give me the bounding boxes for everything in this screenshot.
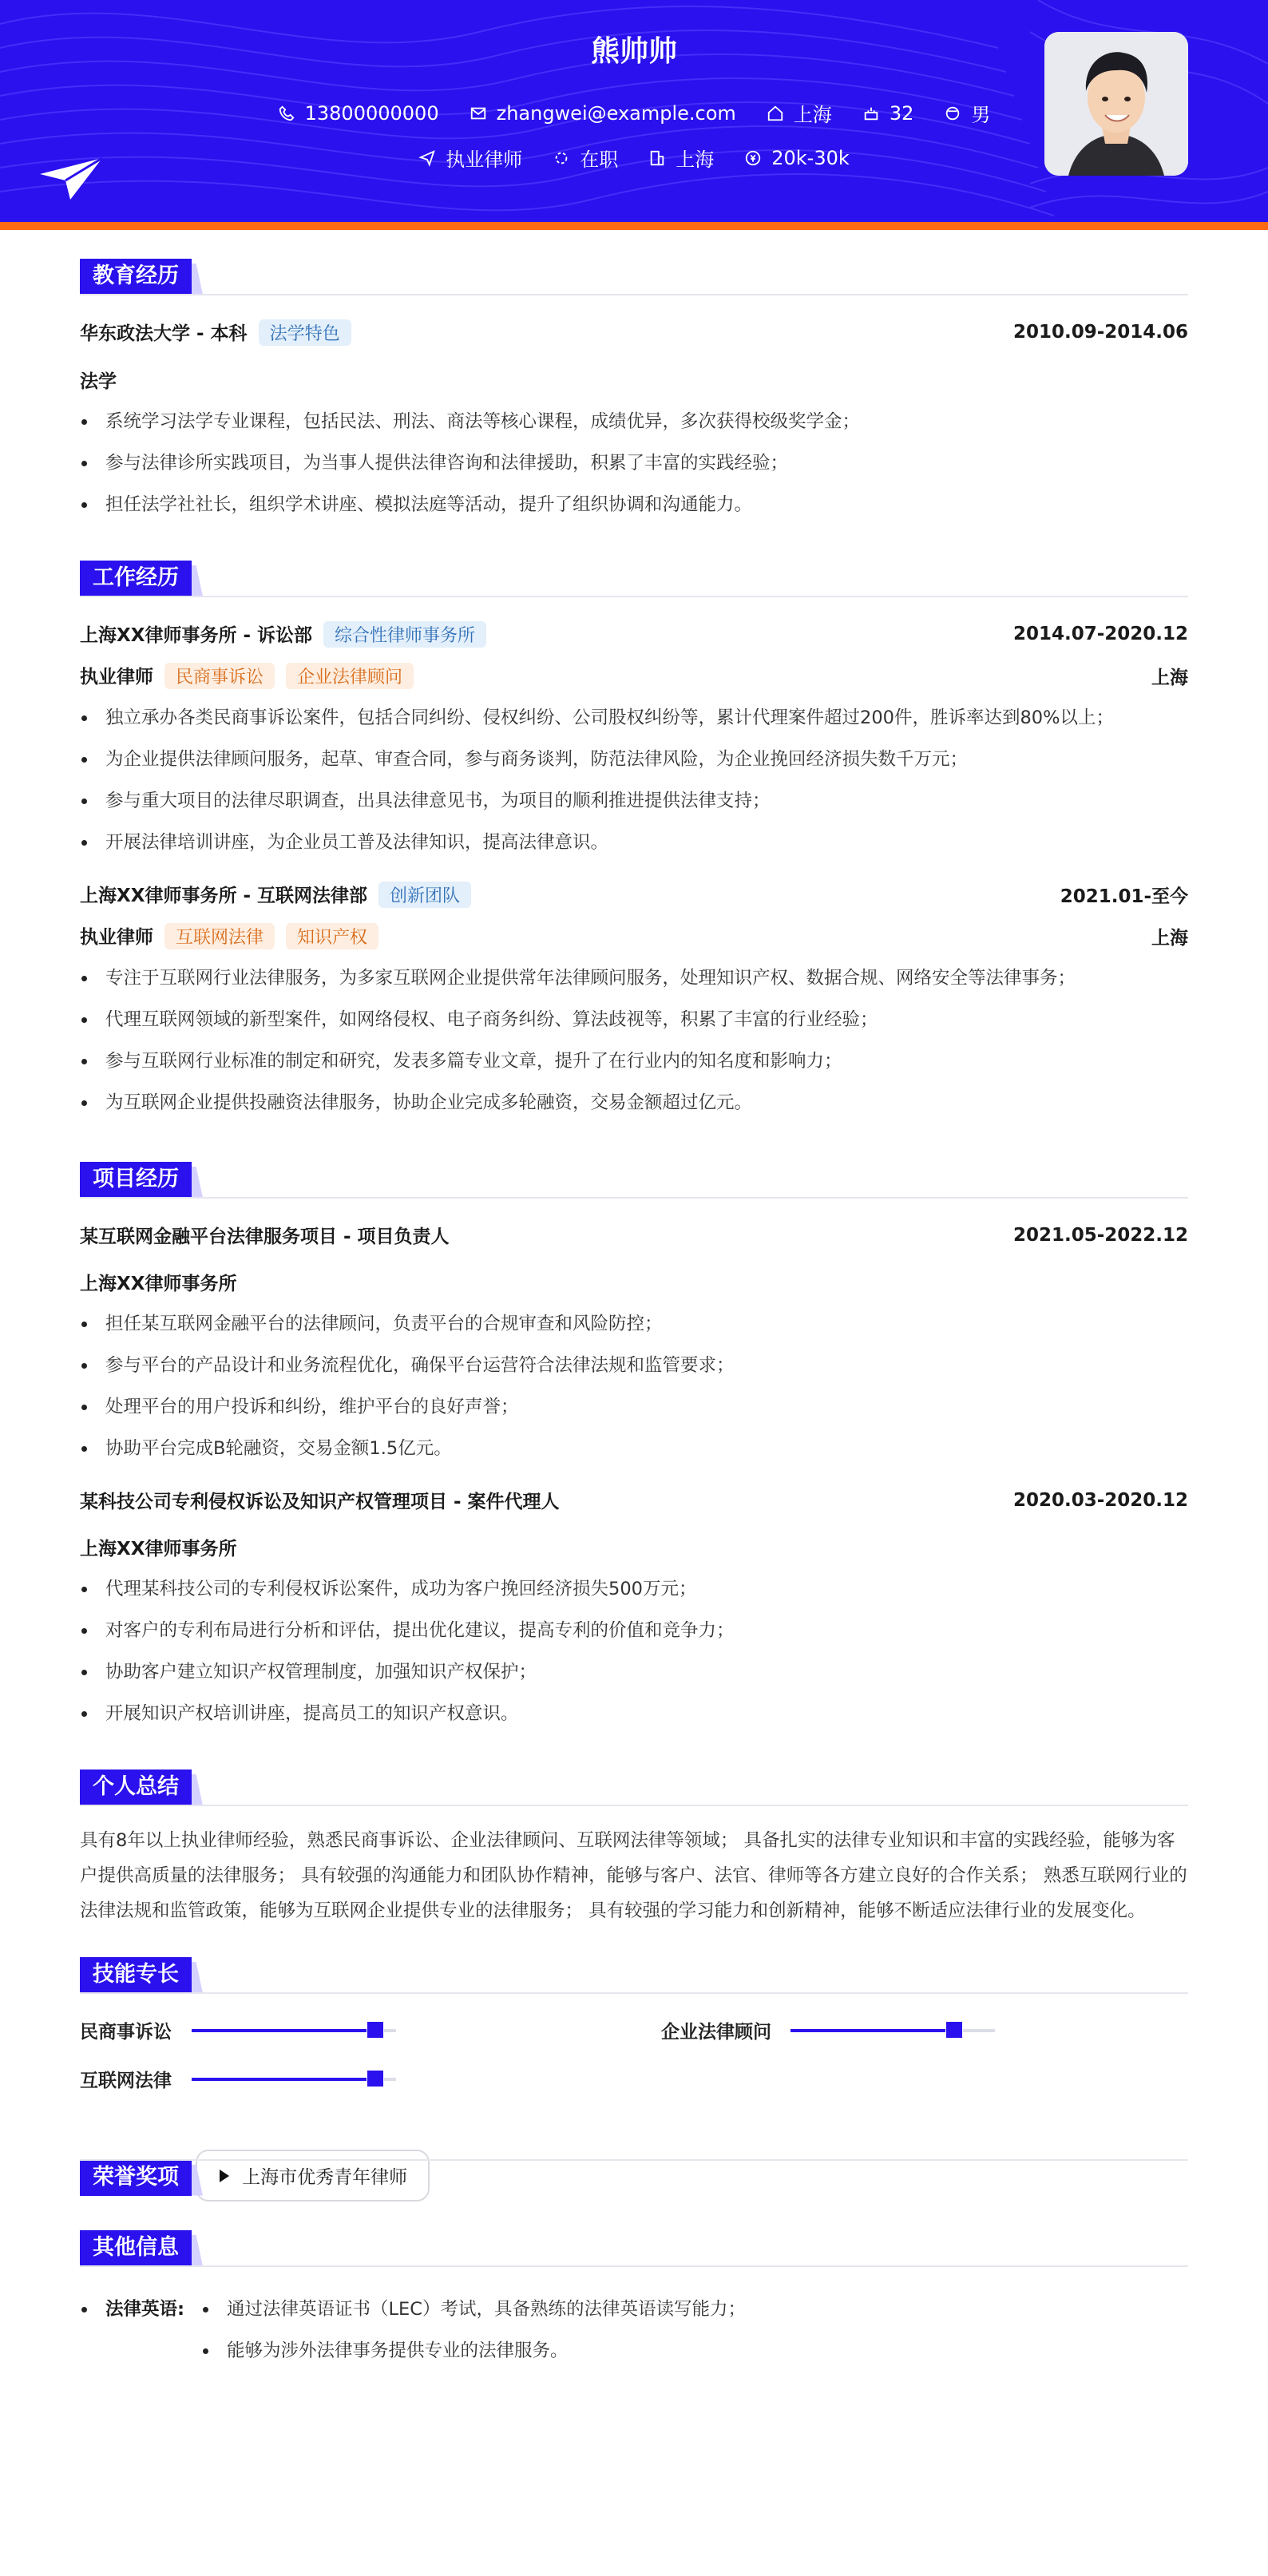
skill-item <box>661 2017 1188 2043</box>
resume-header <box>0 0 1268 222</box>
awards-section <box>80 2124 1188 2201</box>
skill-bar <box>192 2029 396 2032</box>
award-chip <box>196 2150 430 2201</box>
job-date: 2014.07-2020.12 <box>1012 624 1188 644</box>
section-divider <box>80 2159 1188 2161</box>
job-role-row <box>80 922 1188 949</box>
role-line <box>80 662 414 689</box>
company-line <box>80 881 471 908</box>
section-divider <box>80 1805 1188 1806</box>
status-icon <box>553 149 570 167</box>
job-bullets <box>80 697 1188 863</box>
list-item: 协助客户建立知识产权管理制度，加强知识产权保护； <box>80 1651 1188 1693</box>
project-org: 上海XX律师事务所 <box>80 1539 237 1559</box>
job-header <box>80 881 1188 908</box>
list-item <box>80 2289 1188 2372</box>
age <box>862 99 914 127</box>
job-city: 上海 <box>1151 667 1188 688</box>
project-bullets <box>80 1303 1188 1469</box>
list-item: 为企业提供法律顾问服务，起草、审查合同，参与商务谈判，防范法律风险，为企业挽回经济损失数千万元； <box>80 739 1188 780</box>
major: 法学 <box>80 371 117 392</box>
gender-text: 男 <box>971 104 991 126</box>
job-role: 执业律师 <box>80 927 153 948</box>
job-bullets <box>80 957 1188 1124</box>
skill-bar <box>192 2078 396 2081</box>
list-item: 系统学习法学专业课程，包括民法、刑法、商法等核心课程，成绩优异，多次获得校级奖学金； <box>80 401 1188 442</box>
candidate-name: 熊帅帅 <box>590 35 677 68</box>
role-tag: 互联网法律 <box>164 923 275 949</box>
list-item: 参与重大项目的法律尽职调查，出具法律意见书，为项目的顺利推进提供法律支持； <box>80 780 1188 822</box>
job-city: 上海 <box>1151 927 1188 949</box>
section-divider <box>80 1197 1188 1199</box>
skill-name: 企业法律顾问 <box>661 2022 771 2043</box>
other-row <box>105 2289 1188 2372</box>
list-item: 参与互联网行业标准的制定和研究，发表多篇专业文章，提升了在行业内的知名度和影响力； <box>80 1040 1188 1082</box>
company-tag: 创新团队 <box>378 882 471 908</box>
section-title: 教育经历 <box>80 259 192 295</box>
school-tag: 法学特色 <box>259 319 351 346</box>
section-title: 个人总结 <box>80 1770 192 1805</box>
project-name: 某科技公司专利侵权诉讼及知识产权管理项目 - 案件代理人 <box>80 1492 560 1512</box>
other-info <box>80 2289 1188 2372</box>
section-title: 工作经历 <box>80 561 192 596</box>
home-icon <box>767 105 784 122</box>
salary-text: 20k-30k <box>771 146 850 169</box>
projects-section <box>80 1162 1188 1734</box>
role-tag: 企业法律顾问 <box>286 663 414 689</box>
list-item: 专注于互联网行业法律服务，为多家互联网企业提供常年法律顾问服务，处理知识产权、数据合规、网络安全等法律事务； <box>80 957 1188 999</box>
job-role: 执业律师 <box>80 667 153 688</box>
skill-bar <box>791 2029 995 2032</box>
avatar-illustration <box>1044 32 1188 176</box>
age-text: 32 <box>889 101 914 125</box>
section-divider <box>80 294 1188 295</box>
job-role-row <box>80 662 1188 689</box>
project-name: 某互联网金融平台法律服务项目 - 项目负责人 <box>80 1227 450 1247</box>
skill-bar-fill <box>192 2078 375 2081</box>
project-header <box>80 1487 1188 1513</box>
section-divider <box>80 1992 1188 1994</box>
project-date: 2021.05-2022.12 <box>1012 1224 1188 1246</box>
send-icon <box>418 149 436 167</box>
school-line <box>80 319 351 346</box>
company-name: 上海XX律师事务所 - 互联网法律部 <box>80 886 368 906</box>
section-divider <box>80 596 1188 597</box>
list-item: 通过法律英语证书（LEC）考试，具备熟练的法律英语读写能力； <box>201 2289 746 2330</box>
other-list <box>80 2289 1188 2372</box>
company-line <box>80 620 486 648</box>
list-item: 为互联网企业提供投融资法律服务，协助企业完成多轮融资，交易金额超过亿元。 <box>80 1082 1188 1124</box>
skill-bar-fill <box>192 2029 375 2032</box>
company-tag: 综合性律师事务所 <box>323 621 486 648</box>
skill-item <box>80 2017 661 2043</box>
gender <box>944 99 990 127</box>
skill-bar-knob <box>945 2021 963 2039</box>
list-item: 协助平台完成B轮融资，交易金额1.5亿元。 <box>80 1428 1188 1469</box>
list-item: 开展知识产权培训讲座，提高员工的知识产权意识。 <box>80 1693 1188 1734</box>
job-date: 2021.01-至今 <box>1060 886 1188 907</box>
award-name: 上海市优秀青年律师 <box>242 2167 408 2188</box>
gender-icon <box>944 105 961 122</box>
section-title: 技能专长 <box>80 1957 192 1993</box>
section-title: 项目经历 <box>80 1162 192 1198</box>
skill-bar-knob <box>367 2070 384 2087</box>
phone-text: 13800000000 <box>304 101 439 125</box>
project-header <box>80 1222 1188 1248</box>
building-icon <box>648 149 666 167</box>
section-divider <box>80 2265 1188 2267</box>
school-name: 华东政法大学 - 本科 <box>80 323 248 344</box>
role-tag: 民商事诉讼 <box>164 663 275 689</box>
play-icon <box>218 2168 231 2184</box>
cake-icon <box>862 105 880 122</box>
skill-name: 民商事诉讼 <box>80 2022 172 2043</box>
education-bullets <box>80 401 1188 525</box>
list-item: 能够为涉外法律事务提供专业的法律服务。 <box>201 2330 746 2372</box>
role-line <box>80 922 378 949</box>
education-section <box>80 259 1188 525</box>
skills-grid <box>80 2017 1188 2092</box>
target-city-text: 上海 <box>676 149 715 171</box>
list-item: 参与平台的产品设计和业务流程优化，确保平台运营符合法律法规和监管要求； <box>80 1345 1188 1386</box>
skill-bar-fill <box>791 2029 954 2032</box>
target-city <box>648 144 714 172</box>
project-bullets <box>80 1568 1188 1734</box>
list-item: 担任某互联网金融平台的法律顾问，负责平台的合规审查和风险防控； <box>80 1303 1188 1345</box>
resume-body <box>80 230 1188 2372</box>
summary-text: 具有8年以上执业律师经验，熟悉民商事诉讼、企业法律顾问、互联网法律等领域； 具备扎实的法律专业知识和丰富的实践经验，能够为客户提供高质量的法律服务； 具有较强的沟通能力和团队协作精神，能够与客户、法官、律师等各方建立良好的合作关系； 熟悉互联网行业的法律法规和监管政策，能够为互联网企业提供专业的法律服务； 具有较强的学习能力和创新精神，能够不断适应法律行业的发展变化。 <box>80 1830 1187 1921</box>
location <box>767 99 832 127</box>
section-title: 其他信息 <box>80 2230 192 2266</box>
salary <box>744 144 850 172</box>
list-item: 开展法律培训讲座，为企业员工普及法律知识，提高法律意识。 <box>80 822 1188 863</box>
status-text: 在职 <box>580 149 619 171</box>
role-tag: 知识产权 <box>286 923 378 949</box>
section-title: 荣誉奖项 <box>80 2160 192 2196</box>
list-item: 参与法律诊所实践项目，为当事人提供法律咨询和法律援助，积累了丰富的实践经验； <box>80 442 1188 484</box>
position <box>418 144 522 172</box>
education-header <box>80 319 1188 346</box>
header-accent-strip <box>0 222 1268 230</box>
money-icon <box>744 149 762 167</box>
email-icon <box>470 105 487 122</box>
phone <box>278 99 439 127</box>
other-section <box>80 2230 1188 2372</box>
other-sub-list <box>201 2289 746 2372</box>
phone-icon <box>278 105 295 122</box>
list-item: 对客户的专利布局进行分析和评估，提出优化建议，提高专利的价值和竞争力； <box>80 1610 1188 1651</box>
list-item: 独立承办各类民商事诉讼案件，包括合同纠纷、侵权纠纷、公司股权纠纷等，累计代理案件超过200件，胜诉率达到80%以上； <box>80 697 1188 739</box>
project-org: 上海XX律师事务所 <box>80 1274 237 1294</box>
list-item: 代理互联网领域的新型案件，如网络侵权、电子商务纠纷、算法歧视等，积累了丰富的行业经验； <box>80 999 1188 1040</box>
company-name: 上海XX律师事务所 - 诉讼部 <box>80 625 313 646</box>
email-text: zhangwei@example.com <box>496 101 736 125</box>
skills-section <box>80 1957 1188 2092</box>
location-text: 上海 <box>793 104 832 126</box>
paper-plane-icon <box>38 157 104 201</box>
skill-name: 互联网法律 <box>80 2071 172 2091</box>
status <box>553 144 618 172</box>
summary-section <box>80 1770 1188 1928</box>
project-date: 2020.03-2020.12 <box>1012 1489 1188 1511</box>
list-item: 代理某科技公司的专利侵权诉讼案件，成功为客户挽回经济损失500万元； <box>80 1568 1188 1610</box>
education-date: 2010.09-2014.06 <box>1012 322 1188 343</box>
other-label: 法律英语: <box>105 2299 184 2320</box>
position-text: 执业律师 <box>446 149 523 171</box>
email <box>470 99 736 127</box>
job-header <box>80 620 1188 648</box>
work-section <box>80 561 1188 1124</box>
profile-photo <box>1044 32 1188 176</box>
list-item: 处理平台的用户投诉和纠纷，维护平台的良好声誉； <box>80 1386 1188 1428</box>
skill-bar-knob <box>367 2021 384 2039</box>
skill-item <box>80 2066 661 2092</box>
list-item: 担任法学社社长，组织学术讲座、模拟法庭等活动，提升了组织协调和沟通能力。 <box>80 484 1188 525</box>
